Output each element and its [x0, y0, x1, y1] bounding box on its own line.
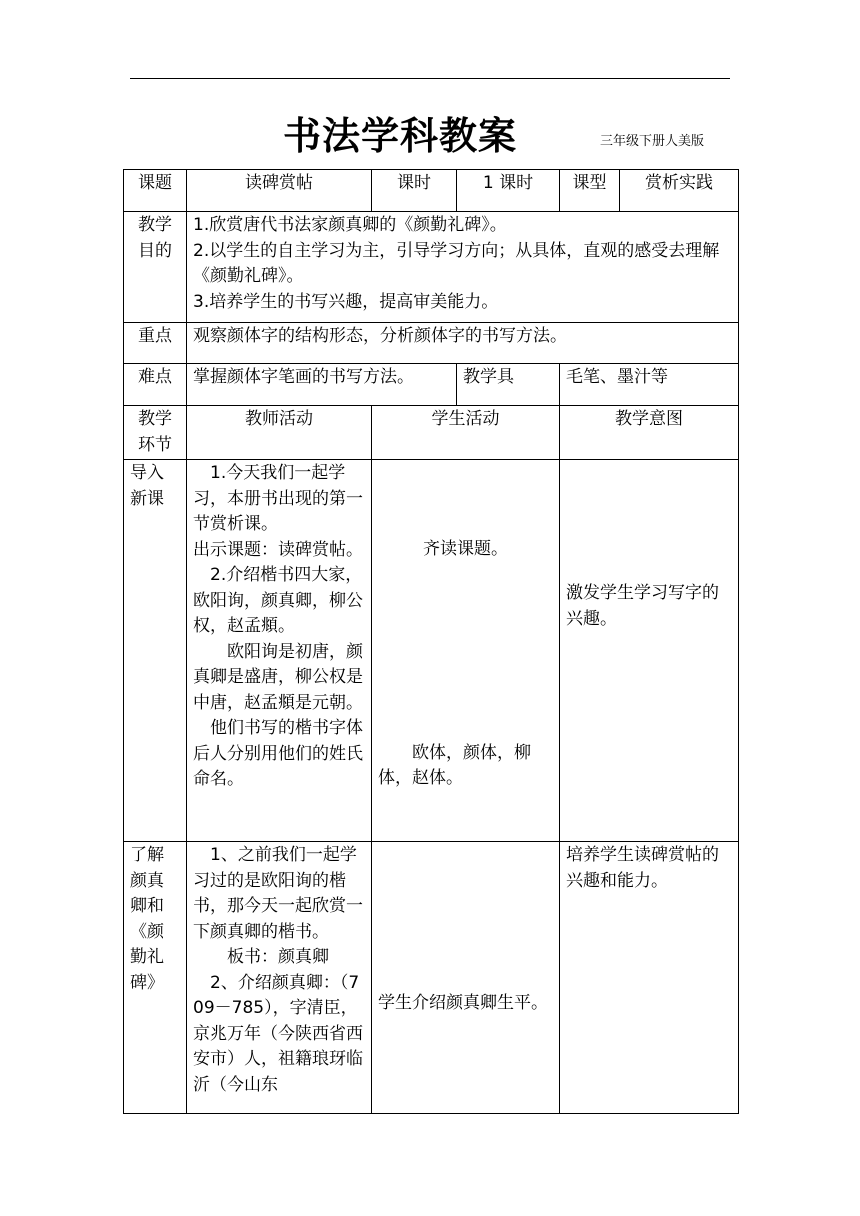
teacher-cell	[187, 842, 372, 1114]
teacher-paragraph: 他们书写的楷书字体后人分别用他们的姓氏命名。	[193, 718, 363, 789]
goal-item: 3.培养学生的书写兴趣，提高审美能力。	[193, 291, 499, 312]
difficulty-row	[124, 364, 739, 406]
grade-edition: 三年级下册人美版	[600, 134, 705, 149]
student-paragraph: 欧体，颜体，柳体，赵体。	[378, 742, 531, 788]
student-cell	[372, 842, 560, 1114]
goal-item: 1.欣赏唐代书法家颜真卿的《颜勤礼碑》。	[193, 215, 507, 235]
teacher-paragraph: 2.介绍楷书四大家，欧阳询，颜真卿，柳公权，赵孟頫。	[193, 565, 363, 636]
goals-row	[124, 212, 739, 323]
goals-label: 教学目的	[124, 212, 187, 323]
teacher-paragraph: 1.今天我们一起学习，本册书出现的第一节赏析课。	[193, 463, 363, 534]
type-label: 课型	[560, 170, 620, 212]
document-title: 书法学科教案	[282, 113, 517, 158]
difficulty-text: 掌握颜体字笔画的书写方法。	[187, 364, 457, 406]
column-header-student: 学生活动	[372, 406, 560, 460]
student-cell	[372, 460, 560, 842]
period-label: 课时	[372, 170, 457, 212]
tools-label: 教学具	[457, 364, 560, 406]
intent-cell: 培养学生读碑赏帖的兴趣和能力。	[560, 842, 739, 1114]
goals-content	[187, 212, 739, 323]
table-row	[124, 460, 739, 842]
teacher-paragraph: 板书：颜真卿	[227, 947, 329, 967]
teacher-paragraph: 欧阳询是初唐，颜真卿是盛唐，柳公权是中唐，赵孟頫是元朝。	[193, 641, 363, 713]
student-paragraph: 齐读课题。	[423, 539, 508, 559]
student-paragraph: 学生介绍颜真卿生平。	[378, 993, 548, 1013]
intent-cell	[560, 460, 739, 842]
column-header-row	[124, 406, 739, 460]
teacher-paragraph: 1、之前我们一起学习过的是欧阳询的楷书，那今天一起欣赏一下颜真卿的楷书。	[193, 845, 363, 942]
column-header-intent: 教学意图	[560, 406, 739, 460]
info-row	[124, 170, 739, 212]
period-value: 1 课时	[457, 170, 560, 212]
header-rule	[130, 78, 730, 79]
tools-text: 毛笔、墨汁等	[560, 364, 739, 406]
key-text: 观察颜体字的结构形态，分析颜体字的书写方法。	[187, 323, 739, 364]
goal-item: 2.以学生的自主学习为主，引导学习方向；从具体，直观的感受去理解《颜勤礼碑》。	[193, 240, 720, 286]
topic-value: 读碑赏帖	[187, 170, 372, 212]
topic-label: 课题	[124, 170, 187, 212]
type-value: 赏析实践	[620, 170, 739, 212]
stage-cell: 了解颜真卿和《颜勤礼碑》	[124, 842, 187, 1114]
stage-cell: 导入新课	[124, 460, 187, 842]
intent-paragraph: 激发学生学习写字的兴趣。	[566, 583, 720, 629]
column-header-teacher: 教师活动	[187, 406, 372, 460]
difficulty-label: 难点	[124, 364, 187, 406]
teacher-paragraph: 2、介绍颜真卿：（709－785），字清臣，京兆万年（今陕西省西安市）人，祖籍琅玡临沂（今山东	[193, 972, 363, 1095]
lesson-plan-table	[123, 169, 739, 1114]
key-label: 重点	[124, 323, 187, 364]
teacher-cell	[187, 460, 372, 842]
teacher-paragraph: 出示课题：读碑赏帖。	[193, 539, 363, 560]
column-header-stage: 教学环节	[124, 406, 187, 460]
key-row	[124, 323, 739, 364]
table-row	[124, 842, 739, 1114]
